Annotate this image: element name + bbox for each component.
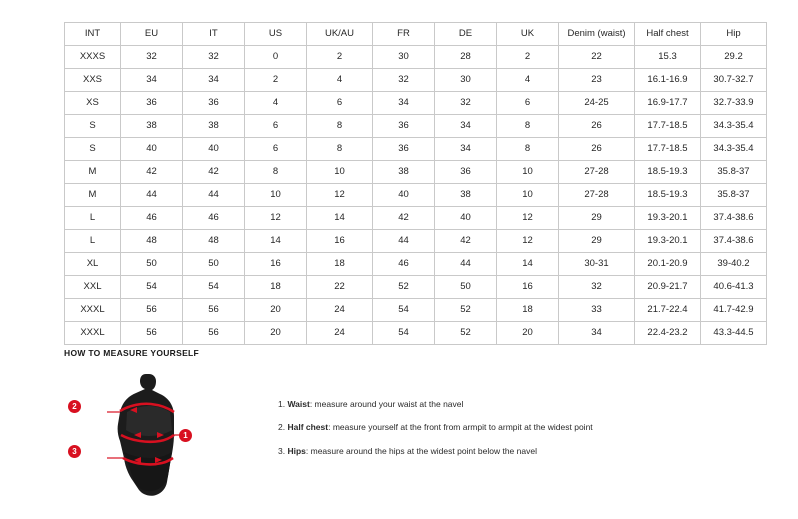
cell-ukau: 16: [307, 230, 373, 253]
cell-ukau: 18: [307, 253, 373, 276]
hips-marker-badge: 3: [68, 445, 81, 458]
cell-eu: 34: [121, 69, 183, 92]
cell-it: 46: [183, 207, 245, 230]
cell-uk: 8: [497, 138, 559, 161]
cell-de: 34: [435, 115, 497, 138]
cell-it: 34: [183, 69, 245, 92]
cell-de: 30: [435, 69, 497, 92]
column-header-int: INT: [65, 23, 121, 46]
cell-half-chest: 22.4-23.2: [635, 322, 701, 345]
cell-uk: 14: [497, 253, 559, 276]
cell-hip: 32.7-33.9: [701, 92, 767, 115]
cell-hip: 34.3-35.4: [701, 138, 767, 161]
cell-it: 44: [183, 184, 245, 207]
cell-eu: 46: [121, 207, 183, 230]
cell-us: 0: [245, 46, 307, 69]
cell-it: 50: [183, 253, 245, 276]
cell-hip: 30.7-32.7: [701, 69, 767, 92]
list-item: [278, 400, 593, 409]
cell-hip: 39-40.2: [701, 253, 767, 276]
cell-int: L: [65, 207, 121, 230]
list-item: [278, 447, 593, 456]
cell-int: M: [65, 184, 121, 207]
cell-uk: 10: [497, 161, 559, 184]
cell-us: 2: [245, 69, 307, 92]
cell-eu: 56: [121, 322, 183, 345]
cell-denim-waist: 27-28: [559, 184, 635, 207]
cell-us: 6: [245, 138, 307, 161]
cell-hip: 41.7-42.9: [701, 299, 767, 322]
cell-half-chest: 17.7-18.5: [635, 138, 701, 161]
cell-hip: 35.8-37: [701, 161, 767, 184]
cell-uk: 10: [497, 184, 559, 207]
cell-half-chest: 18.5-19.3: [635, 161, 701, 184]
cell-ukau: 8: [307, 138, 373, 161]
cell-int: M: [65, 161, 121, 184]
cell-it: 38: [183, 115, 245, 138]
cell-hip: 37.4-38.6: [701, 207, 767, 230]
cell-denim-waist: 29: [559, 230, 635, 253]
cell-uk: 8: [497, 115, 559, 138]
cell-half-chest: 17.7-18.5: [635, 115, 701, 138]
cell-de: 50: [435, 276, 497, 299]
cell-us: 20: [245, 322, 307, 345]
cell-denim-waist: 29: [559, 207, 635, 230]
cell-fr: 54: [373, 322, 435, 345]
cell-int: XXXS: [65, 46, 121, 69]
cell-half-chest: 21.7-22.4: [635, 299, 701, 322]
column-header-hip: Hip: [701, 23, 767, 46]
cell-ukau: 24: [307, 299, 373, 322]
cell-fr: 36: [373, 138, 435, 161]
mannequin-illustration: [94, 372, 214, 497]
cell-fr: 34: [373, 92, 435, 115]
item-number: 2.: [278, 422, 286, 433]
item-term: Hips: [287, 445, 306, 456]
table-row: [65, 138, 767, 161]
mannequin-figure-area: [72, 372, 214, 497]
cell-half-chest: 16.9-17.7: [635, 92, 701, 115]
item-text: : measure around the hips at the widest point below the navel: [305, 445, 537, 456]
cell-us: 4: [245, 92, 307, 115]
cell-uk: 4: [497, 69, 559, 92]
cell-int: XS: [65, 92, 121, 115]
cell-eu: 56: [121, 299, 183, 322]
table-row: [65, 207, 767, 230]
column-header-denim-waist: Denim (waist): [559, 23, 635, 46]
cell-denim-waist: 32: [559, 276, 635, 299]
cell-eu: 38: [121, 115, 183, 138]
cell-ukau: 12: [307, 184, 373, 207]
item-number: 1.: [278, 399, 286, 409]
cell-half-chest: 16.1-16.9: [635, 69, 701, 92]
cell-fr: 42: [373, 207, 435, 230]
cell-eu: 32: [121, 46, 183, 69]
column-header-eu: EU: [121, 23, 183, 46]
cell-hip: 43.3-44.5: [701, 322, 767, 345]
column-header-it: IT: [183, 23, 245, 46]
cell-denim-waist: 34: [559, 322, 635, 345]
cell-de: 36: [435, 161, 497, 184]
column-header-fr: FR: [373, 23, 435, 46]
cell-fr: 32: [373, 69, 435, 92]
cell-it: 36: [183, 92, 245, 115]
cell-denim-waist: 22: [559, 46, 635, 69]
cell-us: 10: [245, 184, 307, 207]
cell-de: 28: [435, 46, 497, 69]
cell-denim-waist: 24-25: [559, 92, 635, 115]
cell-it: 40: [183, 138, 245, 161]
column-header-half-chest: Half chest: [635, 23, 701, 46]
cell-half-chest: 18.5-19.3: [635, 184, 701, 207]
cell-ukau: 8: [307, 115, 373, 138]
cell-de: 32: [435, 92, 497, 115]
cell-de: 38: [435, 184, 497, 207]
cell-fr: 40: [373, 184, 435, 207]
cell-hip: 29.2: [701, 46, 767, 69]
measure-instructions-list: [238, 388, 593, 470]
cell-it: 32: [183, 46, 245, 69]
cell-fr: 38: [373, 161, 435, 184]
column-header-us: US: [245, 23, 307, 46]
size-chart-table: [64, 22, 767, 345]
cell-fr: 46: [373, 253, 435, 276]
cell-de: 42: [435, 230, 497, 253]
cell-half-chest: 19.3-20.1: [635, 207, 701, 230]
how-to-measure-body: [64, 372, 734, 497]
cell-ukau: 2: [307, 46, 373, 69]
cell-de: 44: [435, 253, 497, 276]
cell-int: S: [65, 138, 121, 161]
cell-denim-waist: 26: [559, 115, 635, 138]
table-row: [65, 92, 767, 115]
cell-uk: 16: [497, 276, 559, 299]
cell-de: 34: [435, 138, 497, 161]
cell-it: 56: [183, 322, 245, 345]
cell-uk: 18: [497, 299, 559, 322]
size-chart-container: [64, 22, 754, 345]
cell-int: XL: [65, 253, 121, 276]
item-term: Half chest: [287, 422, 329, 433]
cell-denim-waist: 27-28: [559, 161, 635, 184]
how-to-measure-section: [64, 348, 734, 497]
cell-denim-waist: 26: [559, 138, 635, 161]
cell-uk: 12: [497, 207, 559, 230]
cell-int: L: [65, 230, 121, 253]
cell-denim-waist: 23: [559, 69, 635, 92]
cell-int: XXS: [65, 69, 121, 92]
item-text: : measure yourself at the front from armpit to armpit at the widest point: [328, 422, 593, 433]
cell-eu: 42: [121, 161, 183, 184]
item-number: 3.: [278, 445, 286, 456]
cell-uk: 2: [497, 46, 559, 69]
table-row: [65, 161, 767, 184]
cell-uk: 12: [497, 230, 559, 253]
cell-hip: 37.4-38.6: [701, 230, 767, 253]
table-row: [65, 230, 767, 253]
table-row: [65, 184, 767, 207]
cell-half-chest: 19.3-20.1: [635, 230, 701, 253]
how-to-measure-title: HOW TO MEASURE YOURSELF: [64, 348, 200, 358]
cell-int: XXXL: [65, 322, 121, 345]
cell-eu: 40: [121, 138, 183, 161]
item-term: Waist: [287, 399, 310, 409]
table-row: [65, 46, 767, 69]
cell-uk: 6: [497, 92, 559, 115]
item-text: : measure around your waist at the navel: [309, 399, 464, 409]
cell-us: 14: [245, 230, 307, 253]
cell-hip: 40.6-41.3: [701, 276, 767, 299]
cell-half-chest: 15.3: [635, 46, 701, 69]
cell-hip: 35.8-37: [701, 184, 767, 207]
cell-ukau: 4: [307, 69, 373, 92]
cell-it: 48: [183, 230, 245, 253]
table-row: [65, 322, 767, 345]
table-header-row: [65, 23, 767, 46]
cell-fr: 54: [373, 299, 435, 322]
cell-eu: 44: [121, 184, 183, 207]
cell-ukau: 14: [307, 207, 373, 230]
cell-half-chest: 20.9-21.7: [635, 276, 701, 299]
cell-us: 18: [245, 276, 307, 299]
cell-de: 40: [435, 207, 497, 230]
cell-ukau: 10: [307, 161, 373, 184]
cell-int: XXL: [65, 276, 121, 299]
cell-it: 54: [183, 276, 245, 299]
cell-de: 52: [435, 299, 497, 322]
table-row: [65, 299, 767, 322]
cell-us: 16: [245, 253, 307, 276]
cell-hip: 34.3-35.4: [701, 115, 767, 138]
cell-eu: 50: [121, 253, 183, 276]
cell-eu: 48: [121, 230, 183, 253]
cell-eu: 54: [121, 276, 183, 299]
cell-it: 56: [183, 299, 245, 322]
half-chest-marker-badge: 2: [68, 400, 81, 413]
cell-int: S: [65, 115, 121, 138]
cell-ukau: 24: [307, 322, 373, 345]
column-header-uk: UK: [497, 23, 559, 46]
cell-us: 12: [245, 207, 307, 230]
cell-de: 52: [435, 322, 497, 345]
cell-us: 6: [245, 115, 307, 138]
column-header-de: DE: [435, 23, 497, 46]
cell-fr: 30: [373, 46, 435, 69]
table-row: [65, 253, 767, 276]
cell-us: 8: [245, 161, 307, 184]
cell-half-chest: 20.1-20.9: [635, 253, 701, 276]
cell-fr: 36: [373, 115, 435, 138]
table-row: [65, 115, 767, 138]
cell-ukau: 6: [307, 92, 373, 115]
waist-marker-badge: 1: [179, 429, 192, 442]
cell-int: XXXL: [65, 299, 121, 322]
cell-ukau: 22: [307, 276, 373, 299]
column-header-ukau: UK/AU: [307, 23, 373, 46]
cell-us: 20: [245, 299, 307, 322]
cell-eu: 36: [121, 92, 183, 115]
cell-fr: 52: [373, 276, 435, 299]
list-item: [278, 423, 593, 432]
cell-it: 42: [183, 161, 245, 184]
table-row: [65, 276, 767, 299]
table-row: [65, 69, 767, 92]
cell-denim-waist: 33: [559, 299, 635, 322]
cell-fr: 44: [373, 230, 435, 253]
cell-denim-waist: 30-31: [559, 253, 635, 276]
cell-uk: 20: [497, 322, 559, 345]
